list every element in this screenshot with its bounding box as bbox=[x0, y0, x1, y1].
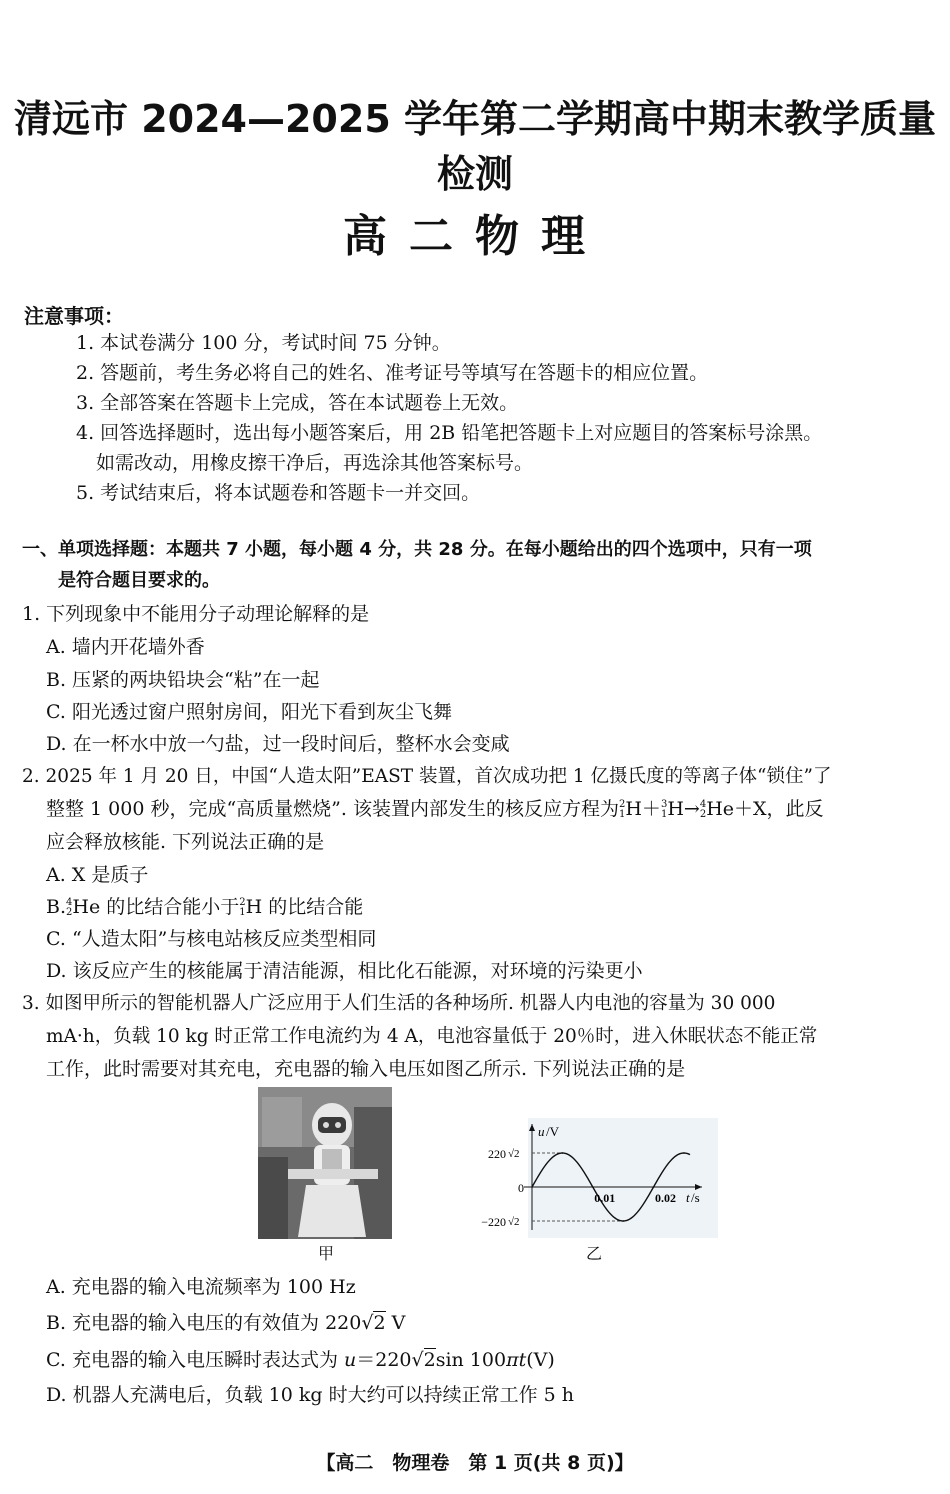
notice-item-5: 5. 考试结束后，将本试题卷和答题卡一并交回。 bbox=[76, 482, 481, 504]
nuclide-2-mass: 3 bbox=[660, 799, 668, 810]
x-axis-label-unit: /s bbox=[691, 1190, 700, 1205]
q2-option-b-text1: He 的比结合能小于 bbox=[72, 896, 240, 918]
tick-label-max-sqrt: √2 bbox=[508, 1148, 520, 1160]
q1-stem: 1. 下列现象中不能用分子动理论解释的是 bbox=[22, 603, 370, 625]
tick-label-max: 220 bbox=[488, 1147, 506, 1161]
nuclide-3-mass: 4 bbox=[699, 799, 707, 810]
q2-stem-line2-d: He＋X，此反 bbox=[706, 798, 824, 820]
voltage-chart bbox=[470, 1118, 720, 1238]
q1-option-a: A. 墙内开花墙外香 bbox=[46, 636, 205, 658]
y-axis-label-unit: /V bbox=[546, 1124, 559, 1139]
data-point bbox=[653, 1186, 655, 1188]
nuclide-h-charge: 1 bbox=[239, 907, 246, 918]
q2-stem-line3: 应会释放核能. 下列说法正确的是 bbox=[46, 831, 325, 853]
q2-stem-line2-b: H＋ bbox=[625, 798, 661, 820]
page-footer: 【高二 物理卷 第 1 页(共 8 页)】 bbox=[316, 1452, 634, 1474]
q3-stem-line3: 工作，此时需要对其充电，充电器的输入电压如图乙所示. 下列说法正确的是 bbox=[46, 1058, 686, 1080]
sqrt-symbol: √ bbox=[361, 1312, 374, 1334]
notice-item-4-cont: 如需改动，用橡皮擦干净后，再选涂其他答案标号。 bbox=[96, 452, 534, 474]
nuclide-1-mass: 2 bbox=[618, 799, 626, 810]
notice-item-1: 1. 本试卷满分 100 分，考试时间 75 分钟。 bbox=[76, 332, 451, 354]
q1-option-c: C. 阳光透过窗户照射房间，阳光下看到灰尘飞舞 bbox=[46, 701, 452, 723]
q3-option-b-text: B. 充电器的输入电压的有效值为 220 bbox=[46, 1312, 362, 1334]
nuclide-he-mass: 4 bbox=[66, 897, 73, 908]
nuclide-he-charge: 2 bbox=[66, 907, 73, 918]
exam-subject: 高二物理 bbox=[343, 211, 607, 262]
notice-item-4: 4. 回答选择题时，选出每小题答案后，用 2B 铅笔把答题卡上对应题目的答案标号涂黑。 bbox=[76, 422, 823, 444]
q2-stem-line2 bbox=[46, 794, 824, 821]
q3-option-c-pi: π bbox=[506, 1349, 519, 1371]
sqrt-symbol-c: √ bbox=[411, 1349, 424, 1371]
exam-title: 清远市 2024—2025 学年第二学期高中期末教学质量检测 bbox=[14, 97, 936, 196]
data-point bbox=[562, 1152, 564, 1154]
data-point bbox=[531, 1186, 533, 1188]
nuclide-2-charge: 1 bbox=[660, 809, 668, 820]
q2-stem-line1: 2. 2025 年 1 月 20 日，中国“人造太阳”EAST 装置，首次成功把 1 亿摄氏度的等离子体“锁住”了 bbox=[22, 766, 832, 787]
q3-option-c-t: t bbox=[518, 1349, 527, 1371]
q3-option-c-text: C. 充电器的输入电压瞬时表达式为 bbox=[46, 1349, 344, 1371]
tick-label-0.01: 0.01 bbox=[594, 1191, 616, 1205]
sqrt-argument-c: 2 bbox=[423, 1349, 436, 1371]
notice-title: 注意事项： bbox=[24, 304, 124, 328]
q2-option-a: A. X 是质子 bbox=[46, 864, 149, 886]
q1-option-d: D. 在一杯水中放一勺盐，过一段时间后，整杯水会变咸 bbox=[46, 733, 510, 755]
q2-option-b-text2: H 的比结合能 bbox=[245, 896, 364, 918]
q3-option-d: D. 机器人充满电后，负载 10 kg 时大约可以持续正常工作 5 h bbox=[46, 1384, 575, 1406]
tick-label-min-sqrt: √2 bbox=[508, 1216, 520, 1228]
q3-option-c-u: u bbox=[343, 1349, 357, 1371]
q2-option-d: D. 该反应产生的核能属于清洁能源，相比化石能源，对环境的污染更小 bbox=[46, 960, 643, 982]
figure-caption-right: 乙 bbox=[586, 1244, 603, 1263]
q3-stem-line1: 3. 如图甲所示的智能机器人广泛应用于人们生活的各种场所. 机器人内电池的容量为 30 000 bbox=[22, 993, 776, 1014]
tick-label-min: −220 bbox=[481, 1215, 506, 1229]
q3-option-b bbox=[46, 1308, 405, 1335]
q3-stem-line2: mA·h，负载 10 kg 时正常工作电流约为 4 A，电池容量低于 20％时，进入休眠状态不能正常 bbox=[46, 1026, 818, 1047]
q2-stem-line2-text: 整整 1 000 秒，完成“高质量燃烧”. 该装置内部发生的核反应方程为 bbox=[46, 798, 619, 820]
nuclide-h-mass: 2 bbox=[239, 897, 246, 908]
voltage-graph bbox=[470, 1118, 720, 1242]
q3-option-c-sin: sin 100 bbox=[435, 1349, 507, 1371]
section-heading: 一、单项选择题：本题共 7 小题，每小题 4 分，共 28 分。在每小题给出的四个选项中，只有一项 bbox=[22, 539, 812, 560]
q1-option-b: B. 压紧的两块铅块会“粘”在一起 bbox=[46, 669, 320, 691]
notice-item-2: 2. 答题前，考生务必将自己的姓名、准考证号等填写在答题卡的相应位置。 bbox=[76, 362, 709, 384]
nuclide-1-charge: 1 bbox=[618, 809, 626, 820]
q3-option-c-unit: (V) bbox=[526, 1349, 555, 1371]
q2-option-b-label: B. bbox=[46, 896, 67, 918]
q2-option-c: C. “人造太阳”与核电站核反应类型相同 bbox=[46, 928, 377, 950]
sqrt-argument: 2 bbox=[373, 1312, 386, 1334]
robot-photo bbox=[258, 1087, 392, 1239]
x-axis-label-var: t bbox=[686, 1190, 690, 1205]
notice-item-3: 3. 全部答案在答题卡上完成，答在本试题卷上无效。 bbox=[76, 392, 519, 414]
section-heading-cont: 是符合题目要求的。 bbox=[58, 570, 220, 591]
q3-option-c-amp: ＝220 bbox=[356, 1349, 412, 1371]
tick-label-0.02: 0.02 bbox=[655, 1191, 677, 1205]
q2-option-b bbox=[46, 892, 363, 919]
data-point bbox=[592, 1186, 594, 1188]
data-point bbox=[622, 1220, 624, 1222]
nuclide-3-charge: 2 bbox=[699, 809, 707, 820]
figure-caption-left: 甲 bbox=[318, 1244, 335, 1263]
q3-option-b-unit: V bbox=[385, 1312, 406, 1334]
data-point bbox=[683, 1152, 685, 1154]
q2-stem-line2-c: H→ bbox=[667, 798, 700, 820]
tick-label-zero: 0 bbox=[518, 1181, 524, 1195]
q3-option-c bbox=[46, 1345, 555, 1372]
robot-illustration bbox=[258, 1087, 392, 1239]
q3-option-a: A. 充电器的输入电流频率为 100 Hz bbox=[46, 1276, 356, 1298]
y-axis-label-var: u bbox=[538, 1124, 545, 1139]
